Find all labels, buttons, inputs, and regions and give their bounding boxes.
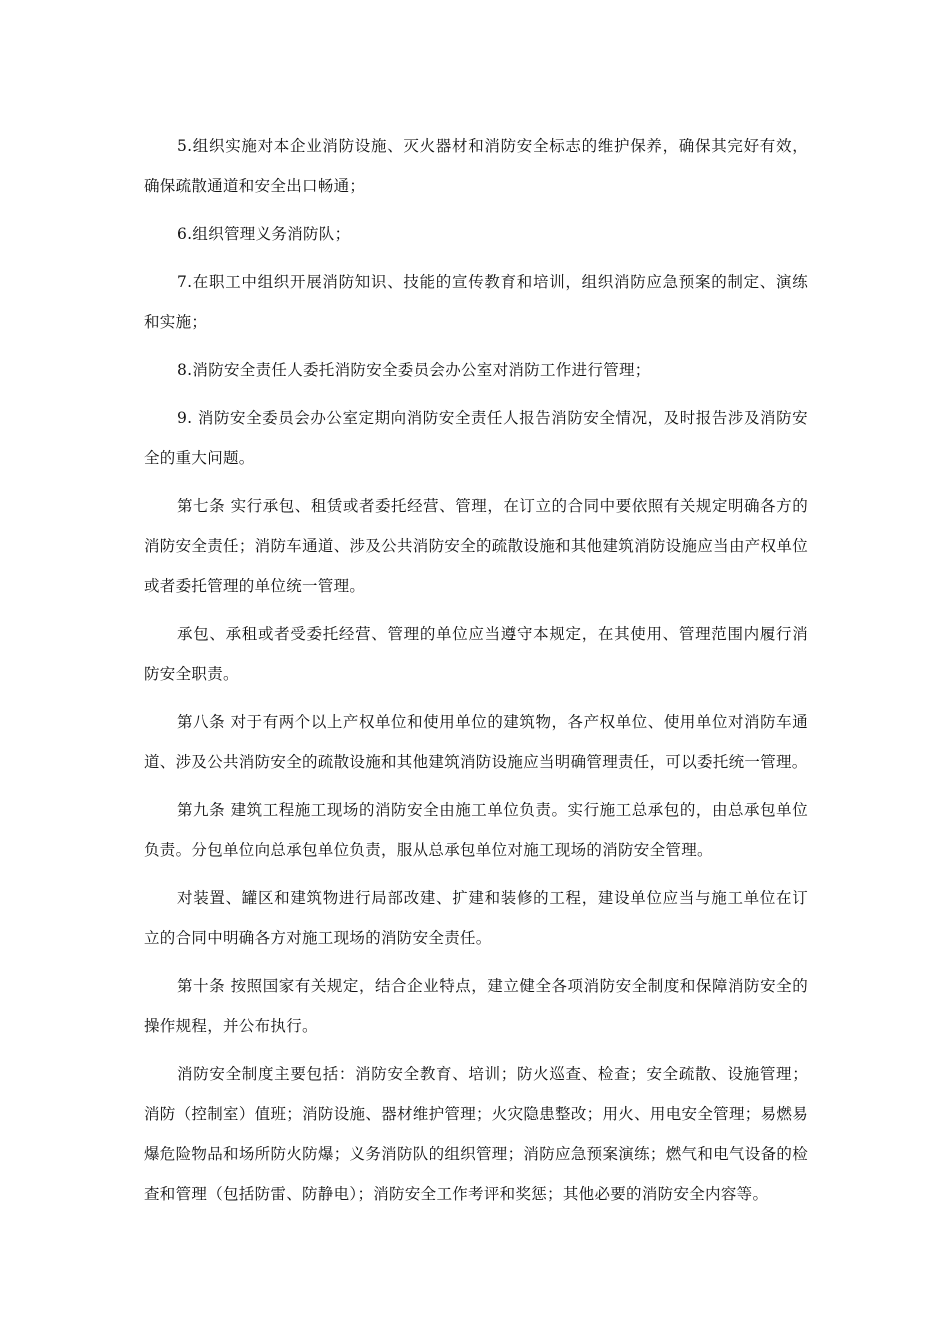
article-10-systems: 消防安全制度主要包括：消防安全教育、培训；防火巡查、检查；安全疏散、设施管理；消防（控制室）值班；消防设施、器材维护管理；火灾隐患整改；用火、用电安全管理；易燃易爆危险物品和场所防火防爆；义务消防队的组织管理；消防应急预案演练；燃气和电气设备的检查和管理（包括防雷、防静电）；消防安全工作考评和奖惩；其他必要的消防安全内容等。 [144, 1065, 808, 1203]
article-7: 第七条 实行承包、租赁或者委托经营、管理，在订立的合同中要依照有关规定明确各方的消防安全责任；消防车通道、涉及公共消防安全的疏散设施和其他建筑消防设施应当由产权单位或者委托管理的单位统一管理。 [144, 497, 808, 595]
paragraph-item-5: 5.组织实施对本企业消防设施、灭火器材和消防安全标志的维护保养，确保其完好有效，确保疏散通道和安全出口畅通； [144, 137, 808, 195]
paragraph-item-7: 7.在职工中组织开展消防知识、技能的宣传教育和培训，组织消防应急预案的制定、演练和实施； [144, 273, 808, 331]
paragraph-item-8: 8.消防安全责任人委托消防安全委员会办公室对消防工作进行管理； [177, 361, 651, 379]
paragraph-item-9: 9. 消防安全委员会办公室定期向消防安全责任人报告消防安全情况，及时报告涉及消防安全的重大问题。 [144, 409, 808, 467]
article-7-contractor: 承包、承租或者受委托经营、管理的单位应当遵守本规定，在其使用、管理范围内履行消防安全职责。 [144, 625, 808, 683]
article-8: 第八条 对于有两个以上产权单位和使用单位的建筑物，各产权单位、使用单位对消防车通道、涉及公共消防安全的疏散设施和其他建筑消防设施应当明确管理责任，可以委托统一管理。 [144, 713, 808, 771]
article-9: 第九条 建筑工程施工现场的消防安全由施工单位负责。实行施工总承包的，由总承包单位负责。分包单位向总承包单位负责，服从总承包单位对施工现场的消防安全管理。 [144, 801, 808, 859]
article-10: 第十条 按照国家有关规定，结合企业特点，建立健全各项消防安全制度和保障消防安全的操作规程，并公布执行。 [144, 977, 808, 1035]
paragraph-item-6: 6.组织管理义务消防队； [177, 225, 351, 243]
article-9-renovation: 对装置、罐区和建筑物进行局部改建、扩建和装修的工程，建设单位应当与施工单位在订立的合同中明确各方对施工现场的消防安全责任。 [144, 889, 808, 947]
